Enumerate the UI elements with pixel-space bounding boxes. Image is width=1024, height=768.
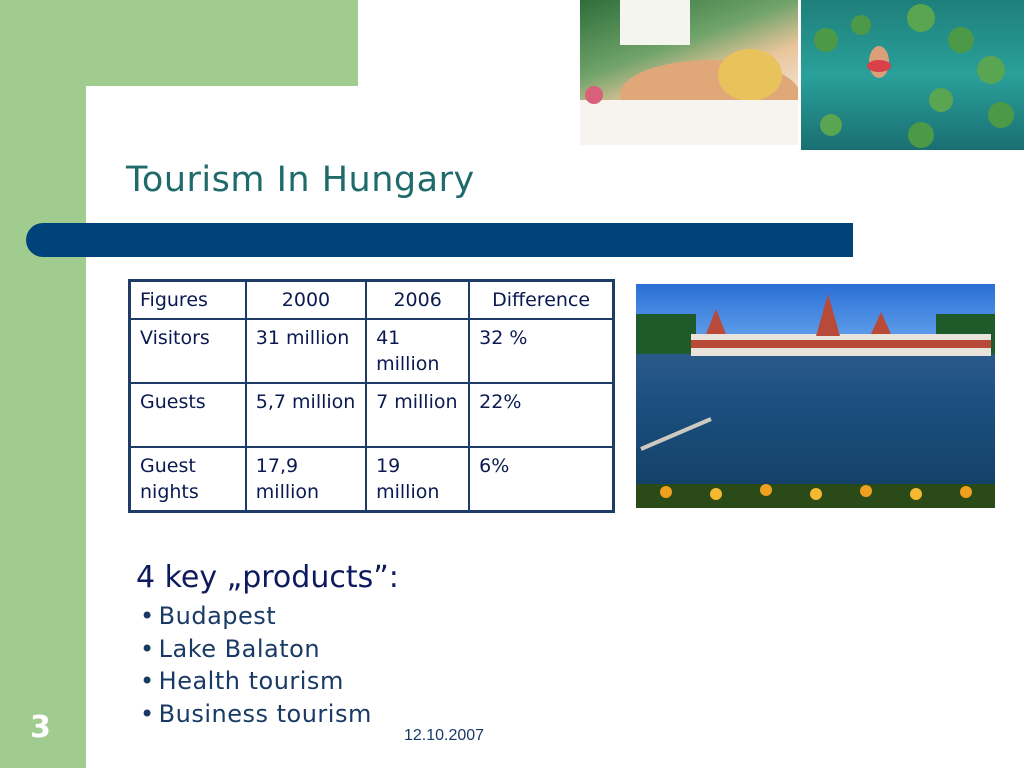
table-cell: 22% (469, 383, 613, 447)
tourism-figures-table (128, 279, 615, 513)
row-label-cell: Visitors (130, 319, 246, 383)
products-heading: 4 key „products”: (136, 560, 399, 595)
table-cell: 17,9 million (246, 447, 366, 512)
table-row (130, 383, 614, 447)
list-item: • Health tourism (140, 665, 372, 698)
table-cell: 41 million (366, 319, 469, 383)
list-item: • Business tourism (140, 698, 372, 731)
table-cell: 19 million (366, 447, 469, 512)
table-cell: 6% (469, 447, 613, 512)
heviz-lake-bath-photo (636, 284, 995, 508)
slide-title: Tourism In Hungary (126, 160, 475, 200)
slide-number: 3 (30, 710, 51, 745)
green-top-decoration (0, 0, 358, 86)
table-header-cell: Figures (130, 281, 246, 320)
table-cell: 5,7 million (246, 383, 366, 447)
massage-photo (580, 0, 798, 145)
table-row (130, 447, 614, 512)
table-header-row (130, 281, 614, 320)
row-label-cell: Guests (130, 383, 246, 447)
title-underline-bar (26, 223, 853, 257)
list-item: • Lake Balaton (140, 633, 372, 666)
list-item: • Budapest (140, 600, 372, 633)
products-list (140, 600, 372, 730)
table-row (130, 319, 614, 383)
table-header-cell: Difference (469, 281, 613, 320)
table-cell: 31 million (246, 319, 366, 383)
table-header-cell: 2006 (366, 281, 469, 320)
table-cell: 32 % (469, 319, 613, 383)
table-header-cell: 2000 (246, 281, 366, 320)
row-label-cell: Guest nights (130, 447, 246, 512)
slide-date: 12.10.2007 (404, 727, 485, 744)
green-sidebar-decoration (0, 0, 86, 768)
lily-pond-photo (801, 0, 1024, 150)
table-cell: 7 million (366, 383, 469, 447)
